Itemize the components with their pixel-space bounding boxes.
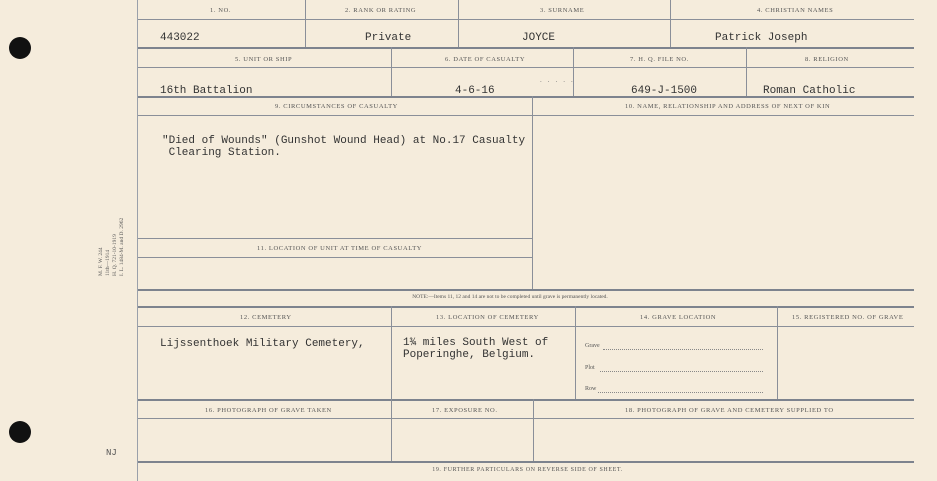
unit-location-label: 11. LOCATION OF UNIT AT TIME OF CASUALTY (257, 245, 423, 252)
cemetery-value: Lijssenthoek Military Cemetery, (160, 338, 365, 350)
divider (391, 399, 392, 461)
plot-field-line (600, 371, 763, 372)
rule (138, 47, 914, 49)
grave-field-line (603, 349, 763, 350)
photo-taken-label: 16. PHOTOGRAPH OF GRAVE TAKEN (205, 407, 332, 414)
rule (138, 238, 532, 239)
rule (138, 399, 914, 401)
circumstances-value: "Died of Wounds" (Gunshot Wound Head) at No.17 Casualty Clearing Station. (162, 135, 526, 159)
grave-field-label: Grave (585, 343, 600, 349)
next-of-kin-label: 10. NAME, RELATIONSHIP AND ADDRESS OF NEXT OF KIN (625, 103, 831, 110)
rule (138, 67, 914, 68)
footer-note: 19. FURTHER PARTICULARS ON REVERSE SIDE OF SHEET. (432, 467, 623, 473)
circumstances-label: 9. CIRCUMSTANCES OF CASUALTY (275, 103, 398, 110)
rule (138, 306, 914, 308)
christian-names-value: Patrick Joseph (715, 32, 808, 44)
rule (138, 418, 914, 419)
divider (573, 47, 574, 96)
divider (532, 96, 533, 289)
divider (391, 47, 392, 96)
exposure-label: 17. EXPOSURE NO. (432, 407, 498, 414)
plot-field-label: Plot (585, 365, 595, 371)
divider (670, 0, 671, 47)
hq-file-value: 649-J-1500 (631, 85, 698, 97)
form-ref-line-1: M. F. W. 244 (98, 247, 104, 276)
rank-label: 2. RANK OR RATING (345, 7, 417, 14)
rule (138, 257, 532, 258)
unit-value: 16th Battalion (160, 85, 253, 97)
form-ref-line-4: I. L. 1484-M. and D. 2962 (119, 217, 125, 276)
divider (458, 0, 459, 47)
no-label: 1. NO. (210, 7, 232, 14)
divider (777, 306, 778, 399)
divider (391, 306, 392, 399)
form-ref-line-3: H. Q. 721-10-1919 (112, 234, 118, 276)
form-reference (98, 206, 138, 276)
initials: NJ (106, 448, 117, 458)
photo-supplied-label: 18. PHOTOGRAPH OF GRAVE AND CEMETERY SUPPLIED TO (625, 407, 834, 414)
divider (533, 399, 534, 461)
religion-value: Roman Catholic (763, 85, 856, 97)
rule (138, 19, 914, 20)
unit-label: 5. UNIT OR SHIP (235, 56, 293, 63)
grave-location-label: 14. GRAVE LOCATION (640, 314, 717, 321)
divider (575, 306, 576, 399)
dot-leader: ..... (540, 76, 579, 84)
date-value: 4-6-16 (455, 85, 495, 97)
surname-label: 3. SURNAME (540, 7, 585, 14)
row-field-line (598, 392, 763, 393)
religion-label: 8. RELIGION (805, 56, 849, 63)
row-field-label: Row (585, 386, 597, 392)
form-ref-line-2: 11th—1914 (105, 249, 111, 276)
rule (138, 115, 914, 116)
rule (138, 289, 914, 291)
service-number: 443022 (160, 32, 200, 44)
cemetery-location-value: 1¾ miles South West of Poperinghe, Belgium. (403, 337, 549, 361)
punch-hole-top (9, 37, 31, 59)
divider (746, 47, 747, 96)
rank-value: Private (365, 32, 412, 44)
cemetery-label: 12. CEMETERY (240, 314, 292, 321)
cemetery-location-label: 13. LOCATION OF CEMETERY (436, 314, 539, 321)
registered-no-label: 15. REGISTERED NO. OF GRAVE (792, 314, 904, 321)
date-label: 6. DATE OF CASUALTY (445, 56, 526, 63)
hq-file-label: 7. H. Q. FILE NO. (630, 56, 689, 63)
christian-names-label: 4. CHRISTIAN NAMES (757, 7, 834, 14)
rule (138, 461, 914, 463)
completion-note: NOTE:—Items 11, 12 and 14 are not to be completed until grave is permanently located. (412, 294, 608, 300)
divider (305, 0, 306, 47)
surname-value: JOYCE (522, 32, 556, 44)
punch-hole-bottom (9, 421, 31, 443)
rule (138, 326, 914, 327)
